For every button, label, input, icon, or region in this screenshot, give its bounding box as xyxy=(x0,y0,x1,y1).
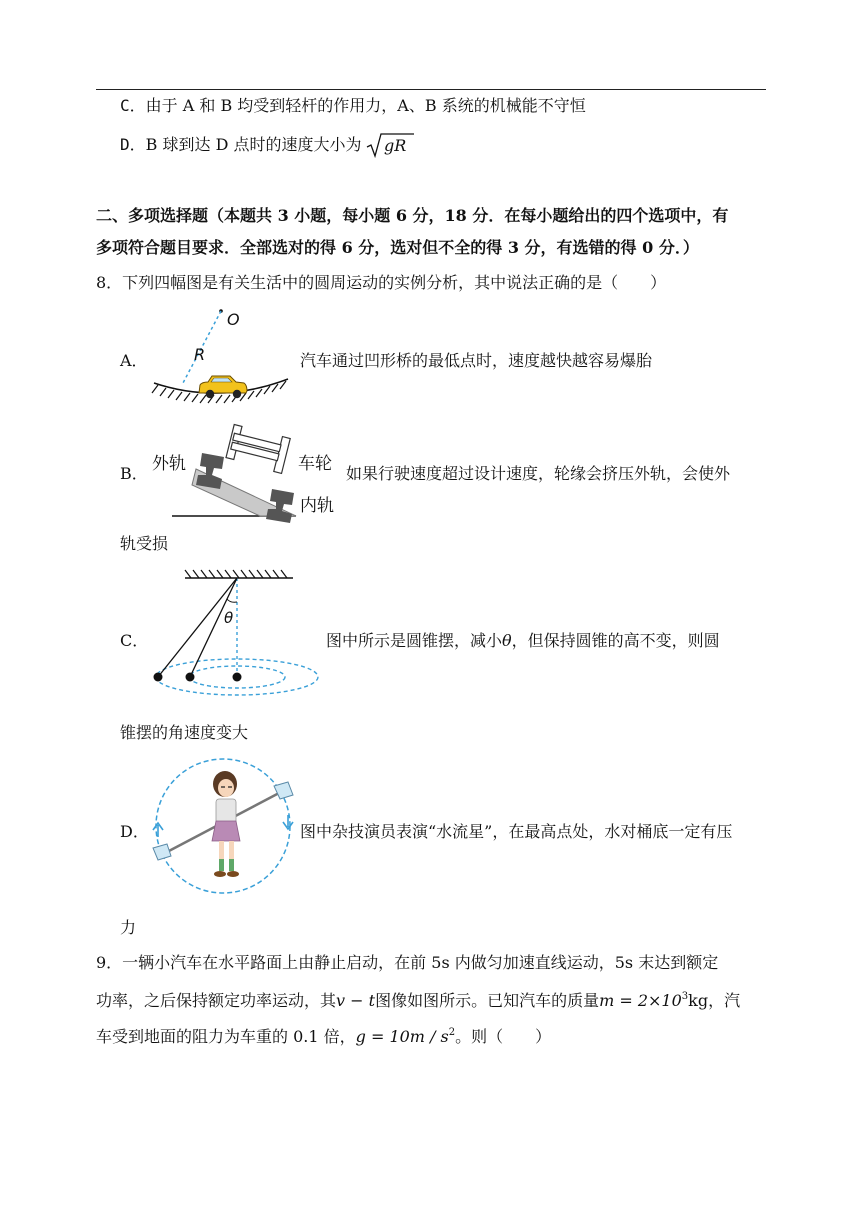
car-icon xyxy=(199,376,247,398)
mass-unit: kg xyxy=(688,991,709,1010)
q8-option-d-label: D． xyxy=(120,822,149,841)
g-expression: g = 10m / s xyxy=(355,1027,449,1046)
railway-curve-figure xyxy=(150,423,350,523)
q8-option-c-text-after: ，但保持圆锥的高不变，则圆 xyxy=(511,631,720,650)
arrow-left-icon xyxy=(153,823,163,837)
choice-d-label: D． xyxy=(120,135,146,154)
choice-c xyxy=(120,96,586,116)
q8-option-c-text-before: 图中所示是圆锥摆，减小 xyxy=(326,631,503,650)
q9-line3-d: 。则（ ） xyxy=(455,1027,552,1046)
mass-exponent: 3 xyxy=(681,991,689,1002)
q8-option-c-label: C． xyxy=(120,631,149,650)
q9-line1: 9．一辆小汽车在水平路面上由静止启动，在前 5s 内做匀加速直线运动，5s 末达到额定 xyxy=(96,953,719,972)
inner-rail-label: 内轨 xyxy=(300,496,334,516)
q8-stem: 8．下列四幅图是有关生活中的圆周运动的实例分析，其中说法正确的是（ ） xyxy=(96,273,667,292)
q8-option-c-cont: 锥摆的角速度变大 xyxy=(120,723,249,742)
conical-pendulum-figure xyxy=(150,566,325,701)
q8-option-a-label: A． xyxy=(120,351,148,370)
q8-option-b-text: 如果行驶速度超过设计速度，轮缘会挤压外轨，会使外 xyxy=(346,464,731,483)
q9-line2 xyxy=(96,987,740,1011)
ceiling-hatch xyxy=(185,570,287,578)
bucket-left-icon xyxy=(153,844,171,860)
bob-center xyxy=(233,673,242,682)
q9-line2-a: 功率，之后保持额定功率运动，其 xyxy=(96,991,337,1010)
q9-line2-c: 图像如图所示。已知汽车的质量 xyxy=(375,991,600,1010)
q8-option-d-cont: 力 xyxy=(120,918,137,937)
performer-figure xyxy=(212,771,240,877)
vt-expression: v − t xyxy=(336,991,376,1010)
q8-option-b-label: B． xyxy=(120,464,148,483)
center-label: O xyxy=(227,310,240,329)
q8-option-a-text: 汽车通过凹形桥的最低点时，速度越快越容易爆胎 xyxy=(300,351,653,370)
bucket-right-icon xyxy=(274,782,293,799)
theta-label: θ xyxy=(224,609,234,627)
q9-line3 xyxy=(96,1023,551,1047)
choice-d-formula: gR xyxy=(384,136,407,155)
concave-bridge-figure xyxy=(150,305,295,405)
q8-option-d-text: 图中杂技演员表演“水流星”，在最高点处，水对桶底一定有压 xyxy=(300,822,733,841)
wheel-label: 车轮 xyxy=(298,454,332,474)
bob-inner xyxy=(186,673,195,682)
outer-rail-label: 外轨 xyxy=(152,454,186,474)
g-exponent: 2 xyxy=(448,1027,456,1038)
q8-option-c-text xyxy=(326,631,720,651)
q9-line3-a: 车受到地面的阻力为车重的 0.1 倍， xyxy=(96,1027,356,1046)
choice-c-label: C． xyxy=(120,96,146,115)
q9-line2-g: ，汽 xyxy=(708,991,741,1010)
bob-outer xyxy=(154,673,163,682)
section-heading-line2: 多项符合题目要求．全部选对的得 6 分，选对但不全的得 3 分，有选错的得 0 分．） xyxy=(96,238,699,257)
theta-symbol: θ xyxy=(502,631,512,650)
q8-option-b-cont: 轨受损 xyxy=(120,534,169,553)
mass-expression: m = 2×10 xyxy=(599,991,682,1010)
water-meteor-figure xyxy=(150,755,300,903)
choice-d-text: B 球到达 D 点时的速度大小为 xyxy=(145,135,362,154)
angle-arc xyxy=(227,599,237,602)
section-heading-line1: 二、多项选择题（本题共 3 小题，每小题 6 分，18 分．在每小题给出的四个选项中，有 xyxy=(96,206,729,225)
radius-label: R xyxy=(194,345,206,364)
header-rule xyxy=(96,89,766,90)
choice-d xyxy=(120,135,362,155)
choice-c-text: 由于 A 和 B 均受到轻杆的作用力，A、B 系统的机械能不守恒 xyxy=(145,96,586,115)
arrow-right-icon xyxy=(283,815,293,829)
